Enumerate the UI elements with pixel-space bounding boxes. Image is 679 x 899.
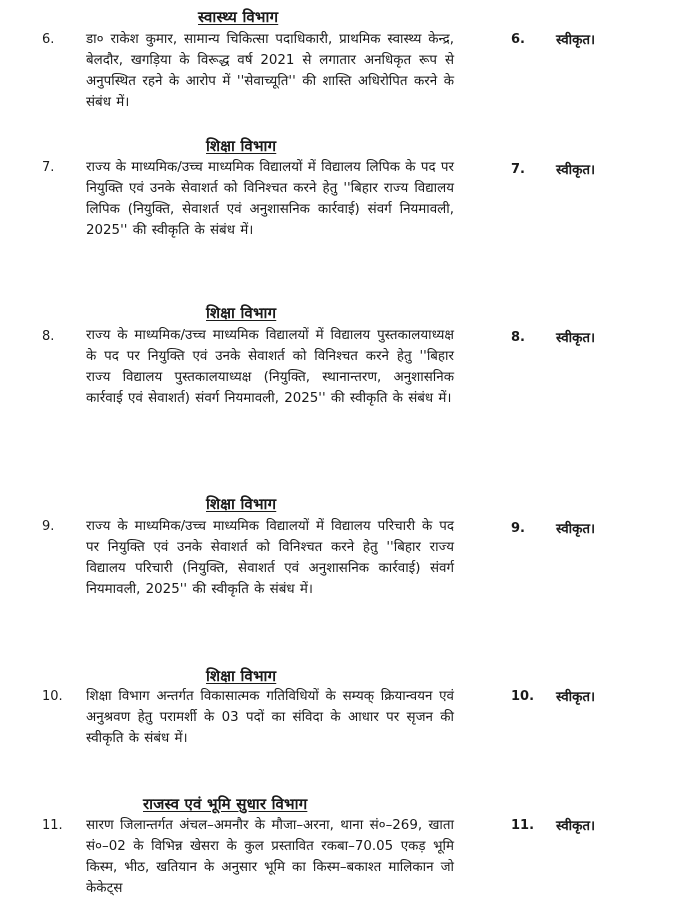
item-description: राज्य के माध्यमिक/उच्च माध्यमिक विद्यालयों में विद्यालय पुस्तकालयाध्यक्ष के पद पर नियुक्ति एवं उनके सेवाशर्त को विनिश्चत करने हेतु ''बिहार राज्य विद्यालय पुस्तकालयाध्यक्ष (नियुक्ति, स्थानान्तरण, अनुशासनिक कार्रवाई एवं सेवाशर्त) संवर्ग नियमावली, 2025'' की स्वीकृति के संबंध में। — [86, 328, 454, 406]
decision-status: स्वीकृत। — [556, 522, 596, 537]
item-description: शिक्षा विभाग अन्तर्गत विकासात्मक गतिविधियों के सम्यक् क्रियान्वयन एवं अनुश्रवण हेतु परामर्शी के 03 पदों का संविदा के आधार पर सृजन की स्वीकृति के संबंध में। — [86, 689, 454, 746]
decision-number: 10. — [511, 689, 535, 704]
item-number: 6. — [42, 32, 55, 47]
decision-number: 8. — [511, 330, 525, 345]
decision-status: स्वीकृत। — [556, 33, 596, 48]
decision-number: 7. — [511, 162, 525, 177]
department-heading: स्वास्थ्य विभाग — [198, 8, 279, 26]
decision-status: स्वीकृत। — [556, 690, 596, 705]
department-heading: शिक्षा विभाग — [206, 137, 277, 155]
decision-number: 6. — [511, 32, 525, 47]
department-heading: शिक्षा विभाग — [206, 495, 277, 513]
decision-status: स्वीकृत। — [556, 331, 596, 346]
item-description: डा० राकेश कुमार, सामान्य चिकित्सा पदाधिकारी, प्राथमिक स्वास्थ्य केन्द्र, बेलदौर, खगड़िया के विरूद्ध वर्ष 2021 से लगातार अनधिकृत रूप से अनुपस्थित रहने के आरोप में ''सेवाच्यूति'' की शास्ति अधिरोपित करने के संबंध में। — [86, 32, 454, 110]
item-description: राज्य के माध्यमिक/उच्च माध्यमिक विद्यालयों में विद्यालय परिचारी के पद पर नियुक्ति एवं उनके सेवाशर्त को विनिश्चत करने हेतु ''बिहार राज्य विद्यालय परिचारी (नियुक्ति, सेवाशर्त एवं अनुशासनिक कार्रवाई) संवर्ग नियमावली, 2025'' की स्वीकृति के संबंध में। — [86, 519, 454, 597]
item-number: 8. — [42, 329, 55, 344]
decision-number: 9. — [511, 521, 525, 536]
item-number: 7. — [42, 160, 55, 175]
decision-status: स्वीकृत। — [556, 819, 596, 834]
item-number: 9. — [42, 519, 55, 534]
department-heading: शिक्षा विभाग — [206, 304, 277, 322]
item-number: 11. — [42, 818, 63, 833]
decision-status: स्वीकृत। — [556, 163, 596, 178]
item-description: राज्य के माध्यमिक/उच्च माध्यमिक विद्यालयों में विद्यालय लिपिक के पद पर नियुक्ति एवं उनके सेवाशर्त को विनिश्चत करने हेतु ''बिहार राज्य विद्यालय लिपिक (नियुक्ति, सेवाशर्त एवं अनुशासनिक कार्रवाई) संवर्ग नियमावली, 2025'' की स्वीकृति के संबंध में। — [86, 160, 454, 238]
department-heading: शिक्षा विभाग — [206, 667, 277, 685]
department-heading: राजस्व एवं भूमि सुधार विभाग — [143, 795, 308, 813]
item-description: सारण जिलान्तर्गत अंचल–अमनौर के मौजा–अरना, थाना सं०–269, खाता सं०–02 के विभिन्न खेसरा के कुल प्रस्तावित रकबा–70.05 एकड़ भूमि किस्म, भीठ, खतियान के अनुसार भूमि का किस्म–बकाश्त मालिकान जो केकेट्स — [86, 818, 454, 896]
item-number: 10. — [42, 689, 63, 704]
decision-number: 11. — [511, 818, 535, 833]
